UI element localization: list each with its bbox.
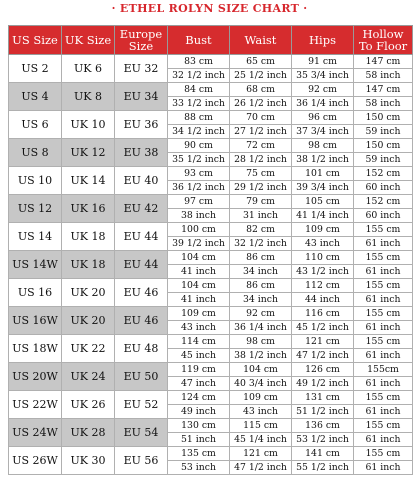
waist-inch-cell: 29 1/2 inch — [230, 181, 292, 195]
bust-cm-cell: 104 cm — [168, 279, 230, 293]
size-row — [9, 279, 413, 293]
eu-size-cell: EU 56 — [115, 447, 168, 475]
hollow-to-floor-inch-cell: 61 inch — [354, 293, 413, 307]
hips-inch-cell: 45 1/2 inch — [292, 321, 354, 335]
eu-size-cell: EU 46 — [115, 307, 168, 335]
hollow-to-floor-cm-cell: 155 cm — [354, 279, 413, 293]
uk-size-cell: UK 10 — [62, 111, 115, 139]
size-chart-body — [9, 55, 413, 475]
waist-inch-cell: 40 3/4 inch — [230, 377, 292, 391]
us-size-cell: US 26W — [9, 447, 62, 475]
hips-inch-cell: 43 inch — [292, 237, 354, 251]
hips-cm-cell: 101 cm — [292, 167, 354, 181]
waist-cm-cell: 104 cm — [230, 363, 292, 377]
hips-cm-cell: 136 cm — [292, 419, 354, 433]
waist-cm-cell: 92 cm — [230, 307, 292, 321]
waist-cm-cell: 115 cm — [230, 419, 292, 433]
us-size-cell: US 16 — [9, 279, 62, 307]
waist-inch-cell: 47 1/2 inch — [230, 461, 292, 475]
bust-inch-cell: 36 1/2 inch — [168, 181, 230, 195]
us-size-cell: US 4 — [9, 83, 62, 111]
size-row — [9, 111, 413, 125]
eu-size-cell: EU 50 — [115, 363, 168, 391]
hollow-to-floor-inch-cell: 58 inch — [354, 97, 413, 111]
hips-inch-cell: 53 1/2 inch — [292, 433, 354, 447]
hollow-to-floor-inch-cell: 61 inch — [354, 237, 413, 251]
waist-inch-cell: 38 1/2 inch — [230, 349, 292, 363]
bust-inch-cell: 45 inch — [168, 349, 230, 363]
eu-size-cell: EU 54 — [115, 419, 168, 447]
header-uk-size: UK Size — [62, 26, 115, 55]
header-europe-size: Europe Size — [115, 26, 168, 55]
bust-cm-cell: 83 cm — [168, 55, 230, 69]
hips-cm-cell: 105 cm — [292, 195, 354, 209]
uk-size-cell: UK 18 — [62, 251, 115, 279]
hollow-to-floor-cm-cell: 155 cm — [354, 419, 413, 433]
bust-inch-cell: 32 1/2 inch — [168, 69, 230, 83]
uk-size-cell: UK 20 — [62, 307, 115, 335]
bust-inch-cell: 33 1/2 inch — [168, 97, 230, 111]
waist-cm-cell: 109 cm — [230, 391, 292, 405]
hollow-to-floor-cm-cell: 152 cm — [354, 167, 413, 181]
eu-size-cell: EU 34 — [115, 83, 168, 111]
waist-inch-cell: 45 1/4 inch — [230, 433, 292, 447]
hollow-to-floor-cm-cell: 155 cm — [354, 335, 413, 349]
hips-inch-cell: 41 1/4 inch — [292, 209, 354, 223]
bust-cm-cell: 84 cm — [168, 83, 230, 97]
bust-cm-cell: 100 cm — [168, 223, 230, 237]
hollow-to-floor-cm-cell: 155 cm — [354, 251, 413, 265]
hollow-to-floor-inch-cell: 58 inch — [354, 69, 413, 83]
us-size-cell: US 12 — [9, 195, 62, 223]
uk-size-cell: UK 14 — [62, 167, 115, 195]
hips-inch-cell: 39 3/4 inch — [292, 181, 354, 195]
us-size-cell: US 14W — [9, 251, 62, 279]
us-size-cell: US 24W — [9, 419, 62, 447]
us-size-cell: US 10 — [9, 167, 62, 195]
chart-title: · ETHEL ROLYN SIZE CHART · — [111, 2, 308, 15]
us-size-cell: US 2 — [9, 55, 62, 83]
waist-inch-cell: 32 1/2 inch — [230, 237, 292, 251]
eu-size-cell: EU 36 — [115, 111, 168, 139]
bust-cm-cell: 114 cm — [168, 335, 230, 349]
header-waist: Waist — [230, 26, 292, 55]
eu-size-cell: EU 40 — [115, 167, 168, 195]
uk-size-cell: UK 26 — [62, 391, 115, 419]
hollow-to-floor-cm-cell: 155cm — [354, 363, 413, 377]
waist-cm-cell: 121 cm — [230, 447, 292, 461]
bust-inch-cell: 39 1/2 inch — [168, 237, 230, 251]
hollow-to-floor-cm-cell: 152 cm — [354, 195, 413, 209]
hips-cm-cell: 98 cm — [292, 139, 354, 153]
size-row — [9, 55, 413, 69]
waist-inch-cell: 25 1/2 inch — [230, 69, 292, 83]
hips-cm-cell: 96 cm — [292, 111, 354, 125]
hips-cm-cell: 141 cm — [292, 447, 354, 461]
size-row — [9, 251, 413, 265]
bust-cm-cell: 130 cm — [168, 419, 230, 433]
bust-cm-cell: 104 cm — [168, 251, 230, 265]
hollow-to-floor-inch-cell: 60 inch — [354, 181, 413, 195]
waist-inch-cell: 43 inch — [230, 405, 292, 419]
size-row — [9, 223, 413, 237]
uk-size-cell: UK 18 — [62, 223, 115, 251]
waist-cm-cell: 98 cm — [230, 335, 292, 349]
waist-cm-cell: 65 cm — [230, 55, 292, 69]
uk-size-cell: UK 24 — [62, 363, 115, 391]
size-row — [9, 139, 413, 153]
hollow-to-floor-inch-cell: 61 inch — [354, 265, 413, 279]
hollow-to-floor-inch-cell: 61 inch — [354, 377, 413, 391]
waist-inch-cell: 26 1/2 inch — [230, 97, 292, 111]
bust-cm-cell: 90 cm — [168, 139, 230, 153]
size-row — [9, 335, 413, 349]
waist-inch-cell: 36 1/4 inch — [230, 321, 292, 335]
size-row — [9, 447, 413, 461]
bust-inch-cell: 51 inch — [168, 433, 230, 447]
waist-cm-cell: 68 cm — [230, 83, 292, 97]
us-size-cell: US 20W — [9, 363, 62, 391]
hollow-to-floor-inch-cell: 61 inch — [354, 433, 413, 447]
us-size-cell: US 16W — [9, 307, 62, 335]
hips-inch-cell: 36 1/4 inch — [292, 97, 354, 111]
bust-cm-cell: 124 cm — [168, 391, 230, 405]
size-row — [9, 195, 413, 209]
bust-inch-cell: 41 inch — [168, 293, 230, 307]
hips-inch-cell: 47 1/2 inch — [292, 349, 354, 363]
waist-inch-cell: 31 inch — [230, 209, 292, 223]
header-bust: Bust — [168, 26, 230, 55]
header-hollow-to-floor: Hollow To Floor — [354, 26, 413, 55]
hollow-to-floor-cm-cell: 155 cm — [354, 391, 413, 405]
hips-inch-cell: 35 3/4 inch — [292, 69, 354, 83]
bust-inch-cell: 47 inch — [168, 377, 230, 391]
hips-cm-cell: 131 cm — [292, 391, 354, 405]
bust-inch-cell: 49 inch — [168, 405, 230, 419]
waist-cm-cell: 79 cm — [230, 195, 292, 209]
hollow-to-floor-inch-cell: 60 inch — [354, 209, 413, 223]
eu-size-cell: EU 38 — [115, 139, 168, 167]
waist-cm-cell: 86 cm — [230, 279, 292, 293]
hollow-to-floor-inch-cell: 61 inch — [354, 321, 413, 335]
bust-cm-cell: 97 cm — [168, 195, 230, 209]
hollow-to-floor-inch-cell: 59 inch — [354, 125, 413, 139]
uk-size-cell: UK 30 — [62, 447, 115, 475]
hollow-to-floor-cm-cell: 155 cm — [354, 223, 413, 237]
bust-cm-cell: 135 cm — [168, 447, 230, 461]
eu-size-cell: EU 48 — [115, 335, 168, 363]
hollow-to-floor-inch-cell: 61 inch — [354, 349, 413, 363]
hips-inch-cell: 38 1/2 inch — [292, 153, 354, 167]
header-hips: Hips — [292, 26, 354, 55]
size-row — [9, 167, 413, 181]
hips-cm-cell: 109 cm — [292, 223, 354, 237]
hips-inch-cell: 37 3/4 inch — [292, 125, 354, 139]
us-size-cell: US 14 — [9, 223, 62, 251]
eu-size-cell: EU 46 — [115, 279, 168, 307]
waist-cm-cell: 72 cm — [230, 139, 292, 153]
waist-cm-cell: 70 cm — [230, 111, 292, 125]
bust-cm-cell: 109 cm — [168, 307, 230, 321]
hollow-to-floor-inch-cell: 61 inch — [354, 405, 413, 419]
eu-size-cell: EU 32 — [115, 55, 168, 83]
hips-cm-cell: 126 cm — [292, 363, 354, 377]
hollow-to-floor-cm-cell: 150 cm — [354, 139, 413, 153]
hollow-to-floor-cm-cell: 155 cm — [354, 307, 413, 321]
us-size-cell: US 18W — [9, 335, 62, 363]
hips-cm-cell: 110 cm — [292, 251, 354, 265]
size-chart-table — [8, 25, 413, 475]
waist-inch-cell: 27 1/2 inch — [230, 125, 292, 139]
waist-cm-cell: 86 cm — [230, 251, 292, 265]
hips-cm-cell: 91 cm — [292, 55, 354, 69]
hollow-to-floor-cm-cell: 147 cm — [354, 83, 413, 97]
hollow-to-floor-cm-cell: 147 cm — [354, 55, 413, 69]
hollow-to-floor-cm-cell: 150 cm — [354, 111, 413, 125]
bust-cm-cell: 93 cm — [168, 167, 230, 181]
waist-inch-cell: 28 1/2 inch — [230, 153, 292, 167]
hips-inch-cell: 55 1/2 inch — [292, 461, 354, 475]
uk-size-cell: UK 8 — [62, 83, 115, 111]
eu-size-cell: EU 44 — [115, 223, 168, 251]
waist-cm-cell: 75 cm — [230, 167, 292, 181]
size-row — [9, 83, 413, 97]
bust-inch-cell: 38 inch — [168, 209, 230, 223]
hips-cm-cell: 92 cm — [292, 83, 354, 97]
size-row — [9, 307, 413, 321]
hollow-to-floor-inch-cell: 61 inch — [354, 461, 413, 475]
size-row — [9, 391, 413, 405]
hips-inch-cell: 43 1/2 inch — [292, 265, 354, 279]
waist-inch-cell: 34 inch — [230, 293, 292, 307]
uk-size-cell: UK 12 — [62, 139, 115, 167]
hips-cm-cell: 121 cm — [292, 335, 354, 349]
us-size-cell: US 6 — [9, 111, 62, 139]
uk-size-cell: UK 6 — [62, 55, 115, 83]
bust-inch-cell: 41 inch — [168, 265, 230, 279]
hollow-to-floor-inch-cell: 59 inch — [354, 153, 413, 167]
uk-size-cell: UK 22 — [62, 335, 115, 363]
us-size-cell: US 8 — [9, 139, 62, 167]
uk-size-cell: UK 28 — [62, 419, 115, 447]
us-size-cell: US 22W — [9, 391, 62, 419]
bust-inch-cell: 53 inch — [168, 461, 230, 475]
hips-inch-cell: 44 inch — [292, 293, 354, 307]
hips-inch-cell: 49 1/2 inch — [292, 377, 354, 391]
hollow-to-floor-cm-cell: 155 cm — [354, 447, 413, 461]
uk-size-cell: UK 20 — [62, 279, 115, 307]
hips-cm-cell: 116 cm — [292, 307, 354, 321]
size-row — [9, 419, 413, 433]
uk-size-cell: UK 16 — [62, 195, 115, 223]
eu-size-cell: EU 42 — [115, 195, 168, 223]
size-row — [9, 363, 413, 377]
bust-inch-cell: 43 inch — [168, 321, 230, 335]
eu-size-cell: EU 52 — [115, 391, 168, 419]
hips-inch-cell: 51 1/2 inch — [292, 405, 354, 419]
hips-cm-cell: 112 cm — [292, 279, 354, 293]
eu-size-cell: EU 44 — [115, 251, 168, 279]
header-row — [9, 26, 413, 55]
bust-cm-cell: 119 cm — [168, 363, 230, 377]
bust-cm-cell: 88 cm — [168, 111, 230, 125]
bust-inch-cell: 35 1/2 inch — [168, 153, 230, 167]
waist-inch-cell: 34 inch — [230, 265, 292, 279]
waist-cm-cell: 82 cm — [230, 223, 292, 237]
header-us-size: US Size — [9, 26, 62, 55]
bust-inch-cell: 34 1/2 inch — [168, 125, 230, 139]
